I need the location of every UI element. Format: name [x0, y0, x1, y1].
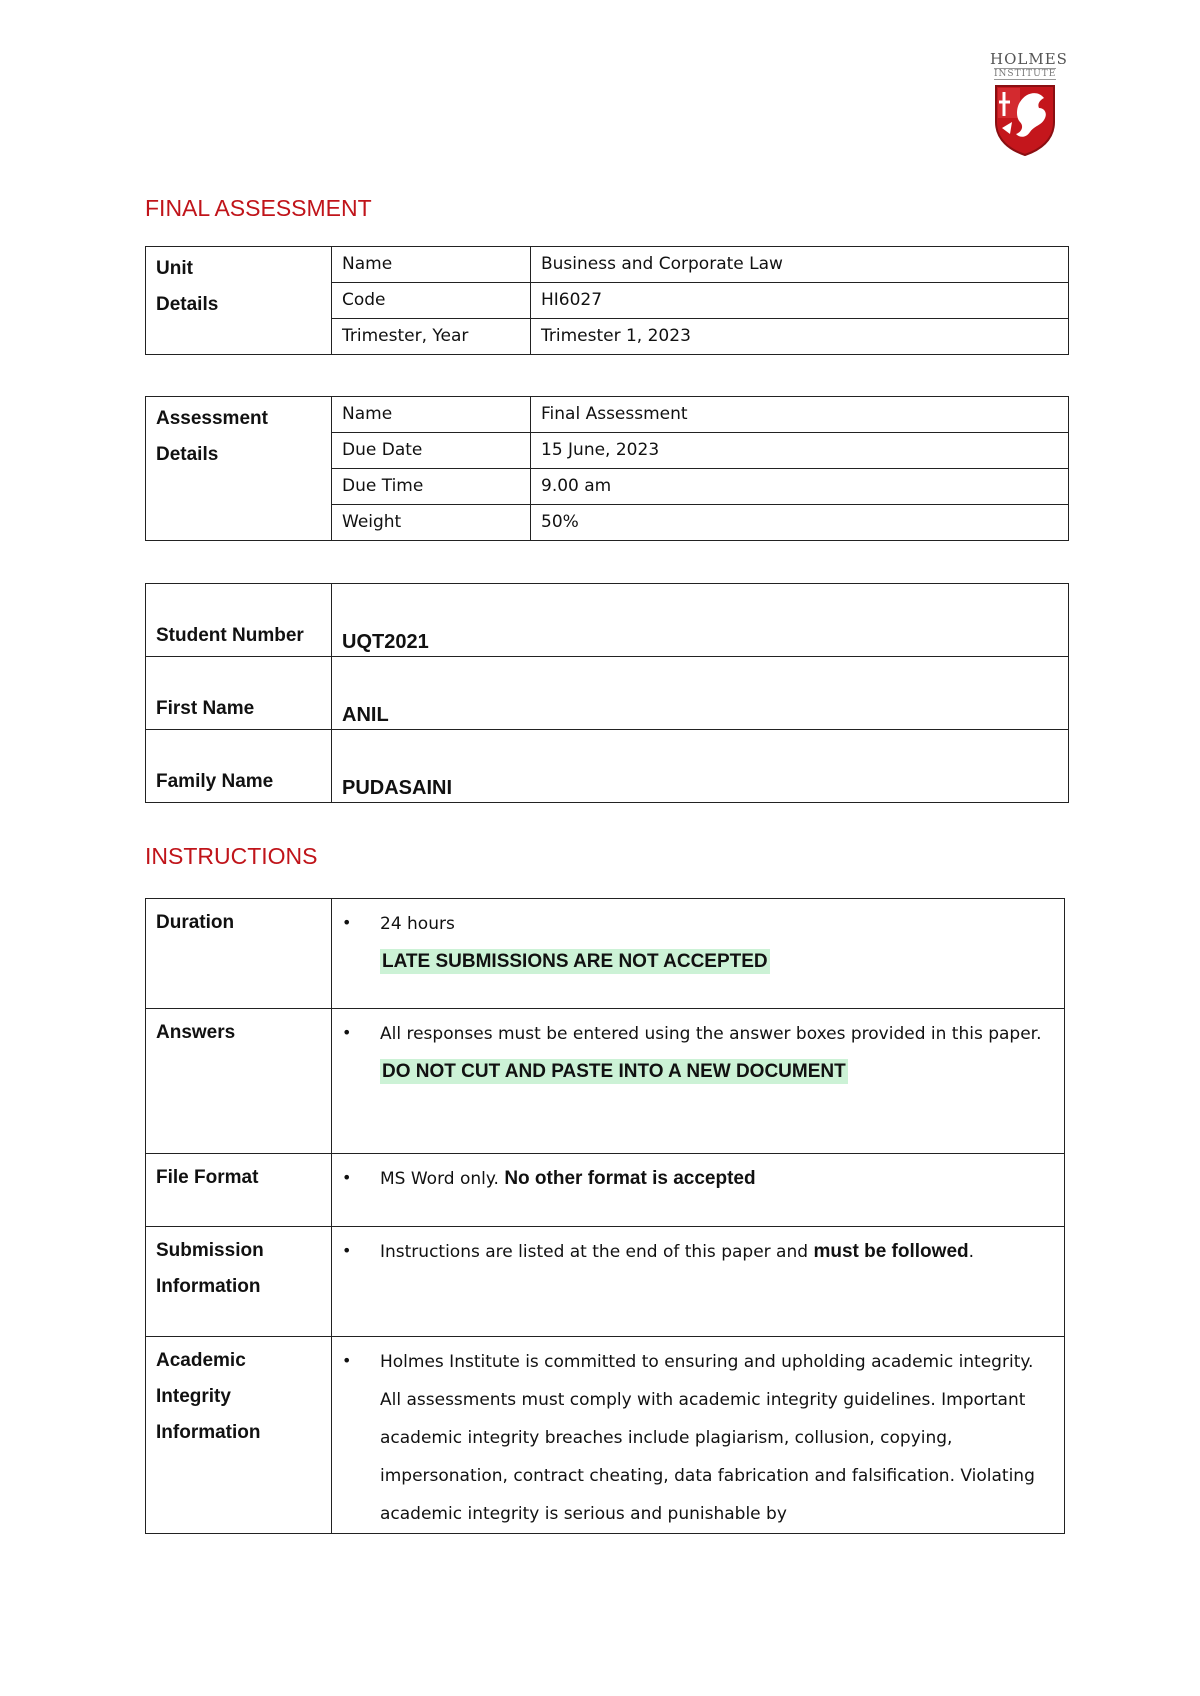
submission-text: Instructions are listed at the end of this paper and: [380, 1242, 809, 1262]
first-name-label: First Name: [146, 657, 332, 730]
due-time-value: 9.00 am: [531, 469, 1069, 505]
answers-label: Answers: [146, 1009, 332, 1154]
student-number-value[interactable]: UQT2021: [332, 584, 1069, 657]
unit-trimester-key: Trimester, Year: [332, 319, 531, 355]
crest-shield-icon: [990, 82, 1060, 156]
student-number-label: Student Number: [146, 584, 332, 657]
family-name-value[interactable]: PUDASAINI: [332, 730, 1069, 803]
weight-value: 50%: [531, 505, 1069, 541]
submission-end: .: [968, 1242, 975, 1262]
duration-cell: [332, 899, 1065, 1009]
instructions-table: [145, 898, 1065, 1534]
late-submissions-notice: LATE SUBMISSIONS ARE NOT ACCEPTED: [382, 951, 768, 972]
file-format-bold: No other format is accepted: [504, 1168, 756, 1189]
answers-text: All responses must be entered using the answer boxes provided in this paper.: [380, 1024, 1042, 1044]
first-name-value[interactable]: ANIL: [332, 657, 1069, 730]
unit-code-value: HI6027: [531, 283, 1069, 319]
duration-label: Duration: [146, 899, 332, 1009]
weight-key: Weight: [332, 505, 531, 541]
page-title: FINAL ASSESSMENT: [145, 195, 372, 221]
assessment-details-table: [145, 396, 1069, 541]
bullet-icon: •: [342, 1023, 352, 1042]
unit-trimester-value: Trimester 1, 2023: [531, 319, 1069, 355]
bullet-icon: •: [342, 1351, 352, 1370]
holmes-logo: [990, 50, 1068, 162]
integrity-cell: [332, 1337, 1065, 1534]
assessment-details-label: Assessment Details: [146, 397, 332, 541]
integrity-text: Holmes Institute is committed to ensuring and upholding academic integrity. All assessments must comply with academic integrity guidelines. Important academic integrity breaches include plagiarism, collusion, copying, impersonation, contract cheating, data fabrication and falsification. Violating academic integrity is serious and punishable by: [380, 1352, 1035, 1524]
assessment-name-value: Final Assessment: [531, 397, 1069, 433]
unit-details-label: Unit Details: [146, 247, 332, 355]
no-cut-paste-notice: DO NOT CUT AND PASTE INTO A NEW DOCUMENT: [382, 1061, 846, 1082]
bullet-icon: •: [342, 1168, 352, 1187]
unit-details-table: [145, 246, 1069, 355]
submission-cell: [332, 1227, 1065, 1337]
file-format-text: MS Word only.: [380, 1169, 499, 1189]
answers-cell: [332, 1009, 1065, 1154]
logo-text: HOLMES: [990, 50, 1068, 68]
due-date-key: Due Date: [332, 433, 531, 469]
instructions-heading: INSTRUCTIONS: [145, 843, 318, 869]
family-name-label: Family Name: [146, 730, 332, 803]
unit-code-key: Code: [332, 283, 531, 319]
file-format-cell: [332, 1154, 1065, 1227]
unit-name-value: Business and Corporate Law: [531, 247, 1069, 283]
bullet-icon: •: [342, 1241, 352, 1260]
file-format-label: File Format: [146, 1154, 332, 1227]
assessment-name-key: Name: [332, 397, 531, 433]
submission-label: Submission Information: [146, 1227, 332, 1337]
integrity-label: Academic Integrity Information: [146, 1337, 332, 1534]
submission-bold: must be followed: [813, 1241, 969, 1262]
logo-subtext: INSTITUTE: [994, 69, 1057, 79]
student-details-table: [145, 583, 1069, 803]
bullet-icon: •: [342, 913, 352, 932]
due-time-key: Due Time: [332, 469, 531, 505]
unit-name-key: Name: [332, 247, 531, 283]
duration-text: 24 hours: [380, 914, 455, 934]
due-date-value: 15 June, 2023: [531, 433, 1069, 469]
